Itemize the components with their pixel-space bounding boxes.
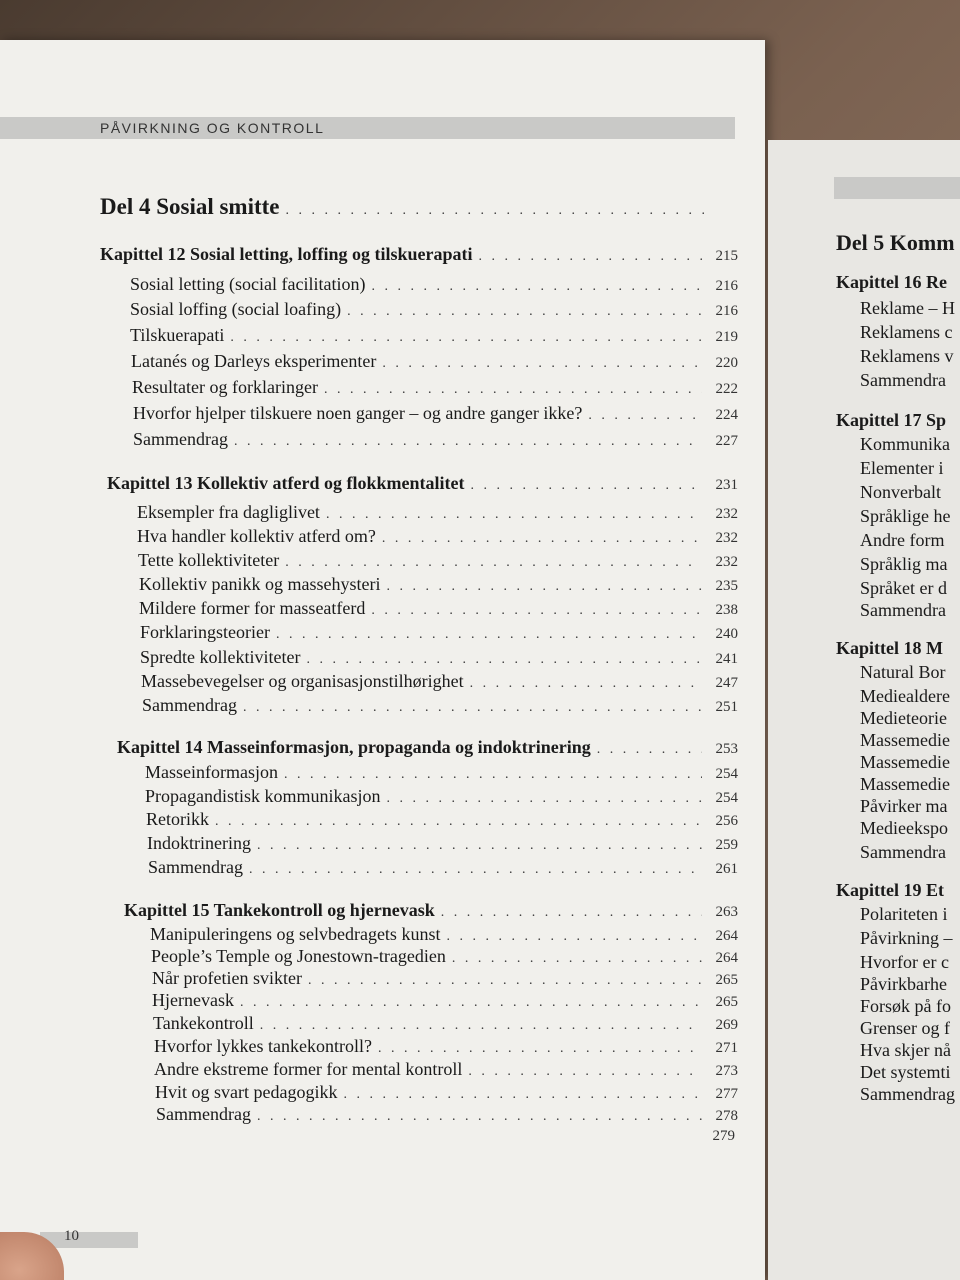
section-title: Sammendrag bbox=[148, 857, 243, 877]
section-entry[interactable] bbox=[146, 809, 738, 835]
section-entry[interactable] bbox=[142, 695, 738, 721]
section-title: Indoktrinering bbox=[147, 833, 251, 853]
dot-leader bbox=[343, 1087, 702, 1103]
right-line: Forsøk på fo bbox=[860, 996, 951, 1016]
right-line: Massemedie bbox=[860, 730, 950, 750]
dot-leader bbox=[276, 627, 702, 643]
page-number: 238 bbox=[715, 602, 738, 618]
dot-leader bbox=[306, 652, 702, 668]
right-line: Hva skjer nå bbox=[860, 1040, 951, 1060]
chapter-title: Kapittel 14 Masseinformasjon, propaganda og indoktrinering bbox=[117, 737, 591, 757]
dot-leader bbox=[470, 676, 702, 692]
section-title: Spredte kollektiviteter bbox=[140, 647, 301, 667]
section-entry[interactable] bbox=[130, 274, 738, 300]
section-title: Tankekontroll bbox=[153, 1013, 254, 1033]
page-number: 277 bbox=[715, 1086, 738, 1102]
section-entry[interactable] bbox=[137, 502, 738, 528]
section-title: Forklaringsteorier bbox=[140, 622, 270, 642]
page-number: 273 bbox=[715, 1063, 738, 1079]
section-title: Hvit og svart pedagogikk bbox=[155, 1082, 338, 1102]
chapter-entry[interactable] bbox=[100, 244, 738, 270]
section-title: Propagandistisk kommunikasjon bbox=[145, 786, 381, 806]
right-line: Påvirker ma bbox=[860, 796, 948, 816]
section-entry[interactable] bbox=[137, 526, 738, 552]
right-line: Reklame – H bbox=[860, 298, 955, 318]
page-number: 216 bbox=[715, 303, 738, 319]
dot-leader bbox=[588, 408, 702, 424]
section-entry[interactable] bbox=[139, 574, 738, 600]
page-number: 232 bbox=[715, 506, 738, 522]
page-number: 279 bbox=[712, 1128, 735, 1144]
right-line: Det systemti bbox=[860, 1062, 951, 1082]
section-entry[interactable] bbox=[147, 833, 738, 859]
page-number: 219 bbox=[715, 329, 738, 345]
section-title: Tette kollektiviteter bbox=[138, 550, 280, 570]
dot-leader bbox=[286, 203, 704, 219]
dot-leader bbox=[470, 478, 702, 494]
running-head: PÅVIRKNING OG KONTROLL bbox=[100, 120, 325, 136]
section-title: Resultater og forklaringer bbox=[132, 377, 318, 397]
page-number: 247 bbox=[715, 675, 738, 691]
right-chapter-16: Kapittel 16 Re bbox=[836, 272, 947, 292]
section-entry[interactable] bbox=[140, 647, 738, 673]
section-title: People’s Temple og Jonestown-tragedien bbox=[151, 946, 446, 966]
section-entry[interactable] bbox=[140, 622, 738, 648]
section-title: Sammendrag bbox=[156, 1104, 251, 1124]
right-line: Sammendra bbox=[860, 600, 946, 620]
page-number: 240 bbox=[715, 626, 738, 642]
section-entry[interactable] bbox=[133, 429, 738, 455]
right-line: Grenser og f bbox=[860, 1018, 950, 1038]
section-title: Latanés og Darleys eksperimenter bbox=[131, 351, 377, 371]
page-number: 232 bbox=[715, 554, 738, 570]
page-number: 216 bbox=[715, 278, 738, 294]
section-title: Kollektiv panikk og massehysteri bbox=[139, 574, 381, 594]
right-line: Massemedie bbox=[860, 774, 950, 794]
dot-leader bbox=[468, 1064, 702, 1080]
right-line: Språklige he bbox=[860, 506, 951, 526]
dot-leader bbox=[326, 507, 702, 523]
right-line: Sammendra bbox=[860, 370, 946, 390]
section-title: Sosial loffing (social loafing) bbox=[130, 299, 342, 319]
dot-leader bbox=[479, 249, 702, 265]
right-line: Språket er d bbox=[860, 578, 947, 598]
page-number: 265 bbox=[715, 994, 738, 1010]
page-number: 254 bbox=[715, 790, 738, 806]
page-number: 224 bbox=[715, 407, 738, 423]
section-title: Massebevegelser og organisasjonstilhørighet bbox=[141, 671, 464, 691]
section-title: Sammendrag bbox=[142, 695, 237, 715]
chapter-entry[interactable] bbox=[107, 473, 738, 499]
right-part-title: Del 5 Komm bbox=[836, 230, 955, 255]
page-number: 232 bbox=[715, 530, 738, 546]
section-title: Sosial letting (social facilitation) bbox=[130, 274, 366, 294]
right-line: Polariteten i bbox=[860, 904, 948, 924]
section-title: Tilskuerapati bbox=[130, 325, 225, 345]
right-line: Medieteorie bbox=[860, 708, 947, 728]
right-line: Nonverbalt bbox=[860, 482, 941, 502]
dot-leader bbox=[382, 531, 702, 547]
page-number: 222 bbox=[715, 381, 738, 397]
page-number: 264 bbox=[715, 950, 738, 966]
right-line: Hvorfor er c bbox=[860, 952, 949, 972]
section-entry[interactable] bbox=[138, 550, 738, 576]
dot-leader bbox=[308, 973, 702, 989]
page-number: 241 bbox=[715, 651, 738, 667]
page-number: 231 bbox=[715, 477, 738, 493]
page-number: 227 bbox=[715, 433, 738, 449]
section-title: Når profetien svikter bbox=[152, 968, 302, 988]
page-number: 278 bbox=[715, 1108, 738, 1124]
dot-leader bbox=[257, 838, 702, 854]
dot-leader bbox=[371, 603, 702, 619]
dot-leader bbox=[371, 279, 702, 295]
section-entry[interactable] bbox=[145, 762, 738, 788]
dot-leader bbox=[387, 791, 703, 807]
dot-leader bbox=[347, 304, 702, 320]
dot-leader bbox=[215, 814, 702, 830]
chapter-title: Kapittel 13 Kollektiv atferd og flokkmentalitet bbox=[107, 473, 465, 493]
right-line: Medieekspo bbox=[860, 818, 948, 838]
right-line: Natural Bor bbox=[860, 662, 946, 682]
section-title: Hva handler kollektiv atferd om? bbox=[137, 526, 376, 546]
right-line: Reklamens c bbox=[860, 322, 953, 342]
page-number: 271 bbox=[715, 1040, 738, 1056]
page-number: 259 bbox=[715, 837, 738, 853]
page-number: 265 bbox=[715, 972, 738, 988]
page-number: 235 bbox=[715, 578, 738, 594]
section-entry[interactable] bbox=[132, 377, 738, 403]
section-title: Mildere former for masseatferd bbox=[139, 598, 366, 618]
chapter-entry[interactable] bbox=[124, 900, 738, 926]
page-number: 220 bbox=[715, 355, 738, 371]
dot-leader bbox=[240, 995, 702, 1011]
page-number: 215 bbox=[715, 248, 738, 264]
section-title: Hjernevask bbox=[152, 990, 234, 1010]
dot-leader bbox=[243, 700, 702, 716]
dot-leader bbox=[234, 434, 702, 450]
part-heading[interactable] bbox=[100, 194, 710, 226]
section-title: Eksempler fra dagliglivet bbox=[137, 502, 320, 522]
right-line: Massemedie bbox=[860, 752, 950, 772]
right-line: Påvirkning – bbox=[860, 928, 953, 948]
right-line: Reklamens v bbox=[860, 346, 954, 366]
dot-leader bbox=[285, 555, 702, 571]
section-entry[interactable] bbox=[139, 598, 738, 624]
part-title: Del 4 Sosial smitte bbox=[100, 194, 280, 219]
dot-leader bbox=[378, 1041, 702, 1057]
chapter-entry[interactable] bbox=[117, 737, 738, 763]
right-line: Kommunika bbox=[860, 434, 950, 454]
right-line: Elementer i bbox=[860, 458, 944, 478]
right-line: Språklig ma bbox=[860, 554, 948, 574]
dot-leader bbox=[284, 767, 702, 783]
section-entry[interactable] bbox=[148, 857, 738, 883]
section-entry[interactable] bbox=[130, 299, 738, 325]
dot-leader bbox=[260, 1018, 702, 1034]
right-chapter-18: Kapittel 18 M bbox=[836, 638, 943, 658]
page-number: 269 bbox=[715, 1017, 738, 1033]
dot-leader bbox=[257, 1109, 702, 1125]
page-number: 263 bbox=[715, 904, 738, 920]
dot-leader bbox=[382, 356, 702, 372]
dot-leader bbox=[446, 929, 702, 945]
trailing-page-entry bbox=[705, 1128, 738, 1154]
page-number: 251 bbox=[715, 699, 738, 715]
chapter-title: Kapittel 12 Sosial letting, loffing og tilskuerapati bbox=[100, 244, 473, 264]
dot-leader bbox=[597, 742, 702, 758]
dot-leader bbox=[249, 862, 702, 878]
section-entry[interactable] bbox=[141, 671, 738, 697]
right-line: Sammendrag bbox=[860, 1084, 955, 1104]
page-number: 264 bbox=[715, 928, 738, 944]
section-entry[interactable] bbox=[130, 325, 738, 351]
section-title: Andre ekstreme former for mental kontroll bbox=[154, 1059, 463, 1079]
right-line: Andre form bbox=[860, 530, 945, 550]
right-page-toc bbox=[836, 0, 960, 1280]
folio: 10 bbox=[64, 1228, 79, 1244]
right-line: Mediealdere bbox=[860, 686, 950, 706]
dot-leader bbox=[441, 905, 702, 921]
right-line: Sammendra bbox=[860, 842, 946, 862]
section-title: Hvorfor hjelper tilskuere noen ganger – og andre ganger ikke? bbox=[133, 403, 583, 423]
right-line: Påvirkbarhe bbox=[860, 974, 947, 994]
section-title: Sammendrag bbox=[133, 429, 228, 449]
section-entry[interactable] bbox=[131, 351, 738, 377]
section-title: Retorikk bbox=[146, 809, 209, 829]
dot-leader bbox=[324, 382, 702, 398]
page-number: 254 bbox=[715, 766, 738, 782]
right-chapter-17: Kapittel 17 Sp bbox=[836, 410, 947, 430]
page-number: 253 bbox=[715, 741, 738, 757]
dot-leader bbox=[386, 579, 702, 595]
section-title: Manipuleringens og selvbedragets kunst bbox=[150, 924, 441, 944]
right-chapter-19: Kapittel 19 Et bbox=[836, 880, 944, 900]
section-title: Masseinformasjon bbox=[145, 762, 278, 782]
section-entry[interactable] bbox=[133, 403, 738, 429]
page-number: 261 bbox=[715, 861, 738, 877]
dot-leader bbox=[452, 951, 702, 967]
dot-leader bbox=[230, 330, 702, 346]
page-number: 256 bbox=[715, 813, 738, 829]
section-entry[interactable] bbox=[156, 1104, 738, 1130]
section-title: Hvorfor lykkes tankekontroll? bbox=[154, 1036, 372, 1056]
chapter-title: Kapittel 15 Tankekontroll og hjernevask bbox=[124, 900, 435, 920]
